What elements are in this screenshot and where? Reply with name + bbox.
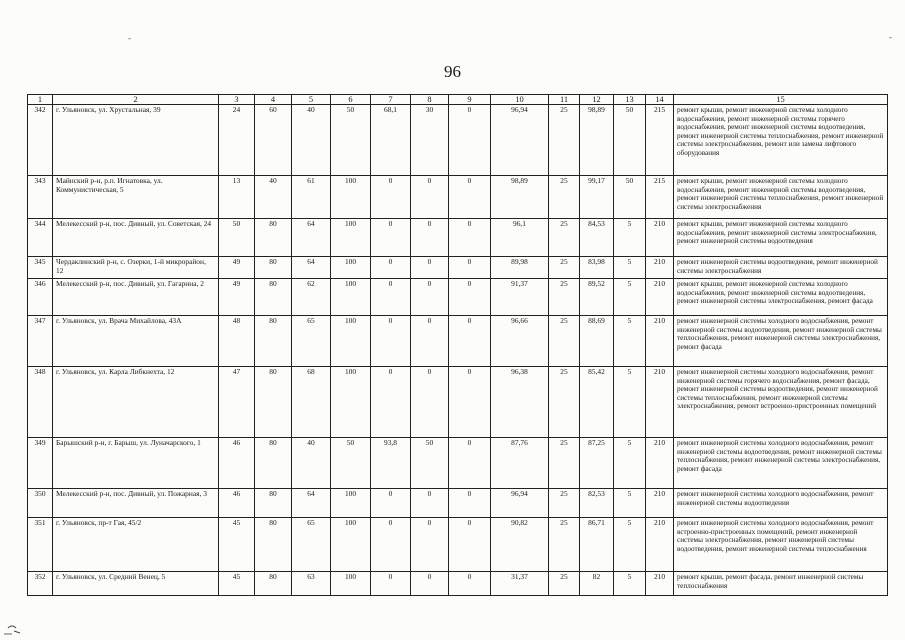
scan-mark: - xyxy=(128,33,131,43)
value-cell: 5 xyxy=(614,279,646,316)
value-cell: 25 xyxy=(549,518,580,572)
value-cell: 210 xyxy=(646,257,674,279)
value-cell: 215 xyxy=(646,105,674,176)
row-number-cell: 342 xyxy=(28,105,53,176)
value-cell: 50 xyxy=(614,176,646,219)
value-cell: 0 xyxy=(449,176,491,219)
value-cell: 93,8 xyxy=(371,438,411,489)
column-header: 3 xyxy=(219,95,255,105)
table-row xyxy=(28,489,888,518)
row-number-cell: 352 xyxy=(28,572,53,596)
value-cell: 82,53 xyxy=(580,489,614,518)
value-cell: 5 xyxy=(614,257,646,279)
value-cell: 0 xyxy=(371,257,411,279)
column-header: 14 xyxy=(646,95,674,105)
column-header: 10 xyxy=(491,95,549,105)
value-cell: 25 xyxy=(549,438,580,489)
value-cell: 5 xyxy=(614,316,646,367)
value-cell: 0 xyxy=(411,257,449,279)
value-cell: 82 xyxy=(580,572,614,596)
value-cell: 210 xyxy=(646,316,674,367)
value-cell: 98,89 xyxy=(580,105,614,176)
value-cell: 100 xyxy=(331,367,371,438)
table-row xyxy=(28,367,888,438)
value-cell: 13 xyxy=(219,176,255,219)
column-header: 6 xyxy=(331,95,371,105)
column-header: 5 xyxy=(292,95,331,105)
value-cell: 0 xyxy=(411,279,449,316)
value-cell: 210 xyxy=(646,572,674,596)
value-cell: 49 xyxy=(219,257,255,279)
value-cell: 80 xyxy=(255,279,292,316)
value-cell: 90,82 xyxy=(491,518,549,572)
address-cell: г. Ульяновск, ул. Хрустальная, 39 xyxy=(53,105,219,176)
value-cell: 96,1 xyxy=(491,219,549,257)
value-cell: 61 xyxy=(292,176,331,219)
value-cell: 25 xyxy=(549,105,580,176)
value-cell: 89,52 xyxy=(580,279,614,316)
value-cell: 0 xyxy=(371,518,411,572)
table-row xyxy=(28,219,888,257)
row-number-cell: 344 xyxy=(28,219,53,257)
repair-works-cell: ремонт инженерной системы холодного водоснабжения, ремонт инженерной системы горячего водоснабжения, ремонт фасада, ремонт инженерной системы водоотведения, ремонт инженерной системы теплоснабжения, ремонт инженерной системы электроснабжения, ремонт встроенно-пристроенных помещений xyxy=(674,367,888,438)
repair-works-cell: ремонт инженерной системы холодного водоснабжения, ремонт встроенно-пристроенных помещений, ремонт инженерной системы электроснабжения, ремонт инженерной системы водоотведения, ремонт инженерной системы теплоснабжения xyxy=(674,518,888,572)
value-cell: 0 xyxy=(449,518,491,572)
value-cell: 91,37 xyxy=(491,279,549,316)
value-cell: 46 xyxy=(219,489,255,518)
value-cell: 0 xyxy=(449,219,491,257)
value-cell: 25 xyxy=(549,316,580,367)
value-cell: 50 xyxy=(411,438,449,489)
value-cell: 45 xyxy=(219,572,255,596)
table-row xyxy=(28,518,888,572)
column-header: 15 xyxy=(674,95,888,105)
repair-works-cell: ремонт крыши, ремонт инженерной системы холодного водоснабжения, ремонт инженерной системы электроснабжения, ремонт инженерной системы водоотведения xyxy=(674,219,888,257)
table-row xyxy=(28,316,888,367)
repair-works-cell: ремонт крыши, ремонт инженерной системы холодного водоснабжения, ремонт инженерной системы горячего водоснабжения, ремонт инженерной системы водоотведения, ремонт инженерной системы теплоснабжения, ремонт инженерной системы электроснабжения, ремонт или замена лифтового оборудования xyxy=(674,105,888,176)
repair-works-cell: ремонт инженерной системы холодного водоснабжения, ремонт инженерной системы водоотведения, ремонт инженерной системы теплоснабжения, ремонт инженерной системы электроснабжения, ремонт фасада xyxy=(674,438,888,489)
repair-program-table xyxy=(27,94,888,596)
value-cell: 65 xyxy=(292,316,331,367)
value-cell: 50 xyxy=(331,438,371,489)
value-cell: 99,17 xyxy=(580,176,614,219)
value-cell: 68 xyxy=(292,367,331,438)
value-cell: 100 xyxy=(331,316,371,367)
value-cell: 100 xyxy=(331,176,371,219)
value-cell: 50 xyxy=(331,105,371,176)
value-cell: 0 xyxy=(411,518,449,572)
value-cell: 49 xyxy=(219,279,255,316)
value-cell: 89,98 xyxy=(491,257,549,279)
value-cell: 80 xyxy=(255,219,292,257)
value-cell: 80 xyxy=(255,489,292,518)
value-cell: 0 xyxy=(411,176,449,219)
value-cell: 96,38 xyxy=(491,367,549,438)
column-number-header-row xyxy=(28,95,888,105)
column-header: 1 xyxy=(28,95,53,105)
value-cell: 25 xyxy=(549,489,580,518)
row-number-cell: 350 xyxy=(28,489,53,518)
value-cell: 64 xyxy=(292,257,331,279)
value-cell: 25 xyxy=(549,279,580,316)
column-header: 4 xyxy=(255,95,292,105)
value-cell: 25 xyxy=(549,176,580,219)
value-cell: 0 xyxy=(449,367,491,438)
value-cell: 0 xyxy=(371,572,411,596)
repair-program-table-wrapper xyxy=(27,94,887,596)
value-cell: 83,98 xyxy=(580,257,614,279)
scan-mark: - xyxy=(889,32,892,42)
repair-works-cell: ремонт крыши, ремонт инженерной системы холодного водоснабжения, ремонт инженерной системы водоотведения, ремонт инженерной системы теплоснабжения, ремонт инженерной системы электроснабжения xyxy=(674,176,888,219)
value-cell: 5 xyxy=(614,438,646,489)
value-cell: 210 xyxy=(646,489,674,518)
value-cell: 45 xyxy=(219,518,255,572)
page-number: 96 xyxy=(444,62,461,81)
value-cell: 5 xyxy=(614,219,646,257)
value-cell: 40 xyxy=(292,438,331,489)
address-cell: Майнский р-н, р.п. Игнатовка, ул. Коммунистическая, 5 xyxy=(53,176,219,219)
value-cell: 100 xyxy=(331,257,371,279)
value-cell: 0 xyxy=(449,572,491,596)
value-cell: 96,94 xyxy=(491,105,549,176)
value-cell: 80 xyxy=(255,367,292,438)
row-number-cell: 343 xyxy=(28,176,53,219)
value-cell: 0 xyxy=(411,219,449,257)
value-cell: 210 xyxy=(646,438,674,489)
repair-works-cell: ремонт крыши, ремонт инженерной системы холодного водоснабжения, ремонт инженерной системы водоотведения, ремонт инженерной системы электроснабжения, ремонт фасада xyxy=(674,279,888,316)
value-cell: 210 xyxy=(646,279,674,316)
address-cell: Барышский р-н, г. Барыш, ул. Луначарского, 1 xyxy=(53,438,219,489)
value-cell: 5 xyxy=(614,489,646,518)
value-cell: 24 xyxy=(219,105,255,176)
value-cell: 0 xyxy=(449,316,491,367)
value-cell: 80 xyxy=(255,316,292,367)
value-cell: 25 xyxy=(549,572,580,596)
value-cell: 0 xyxy=(449,105,491,176)
table-row xyxy=(28,176,888,219)
value-cell: 0 xyxy=(449,257,491,279)
value-cell: 100 xyxy=(331,489,371,518)
value-cell: 64 xyxy=(292,489,331,518)
value-cell: 210 xyxy=(646,219,674,257)
value-cell: 50 xyxy=(614,105,646,176)
row-number-cell: 346 xyxy=(28,279,53,316)
value-cell: 0 xyxy=(411,367,449,438)
column-header: 12 xyxy=(580,95,614,105)
value-cell: 80 xyxy=(255,438,292,489)
value-cell: 63 xyxy=(292,572,331,596)
address-cell: Чердаклинский р-н, с. Озерки, 1-й микрорайон, 12 xyxy=(53,257,219,279)
value-cell: 100 xyxy=(331,219,371,257)
value-cell: 0 xyxy=(449,279,491,316)
value-cell: 25 xyxy=(549,367,580,438)
column-header: 7 xyxy=(371,95,411,105)
column-header: 2 xyxy=(53,95,219,105)
row-number-cell: 349 xyxy=(28,438,53,489)
value-cell: 65 xyxy=(292,518,331,572)
column-header: 11 xyxy=(549,95,580,105)
value-cell: 0 xyxy=(411,572,449,596)
value-cell: 0 xyxy=(449,489,491,518)
value-cell: 86,71 xyxy=(580,518,614,572)
value-cell: 30 xyxy=(411,105,449,176)
value-cell: 210 xyxy=(646,518,674,572)
value-cell: 64 xyxy=(292,219,331,257)
value-cell: 84,53 xyxy=(580,219,614,257)
value-cell: 50 xyxy=(219,219,255,257)
column-header: 8 xyxy=(411,95,449,105)
table-row xyxy=(28,279,888,316)
table-row xyxy=(28,438,888,489)
value-cell: 0 xyxy=(411,489,449,518)
value-cell: 100 xyxy=(331,518,371,572)
value-cell: 80 xyxy=(255,572,292,596)
table-row xyxy=(28,105,888,176)
row-number-cell: 345 xyxy=(28,257,53,279)
address-cell: г. Ульяновск, ул. Средний Венец, 5 xyxy=(53,572,219,596)
value-cell: 46 xyxy=(219,438,255,489)
table-row xyxy=(28,257,888,279)
value-cell: 0 xyxy=(371,176,411,219)
value-cell: 0 xyxy=(371,219,411,257)
value-cell: 0 xyxy=(371,279,411,316)
address-cell: Мелекесский р-н, пос. Дивный, ул. Гагарина, 2 xyxy=(53,279,219,316)
value-cell: 210 xyxy=(646,367,674,438)
column-header: 9 xyxy=(449,95,491,105)
row-number-cell: 348 xyxy=(28,367,53,438)
value-cell: 5 xyxy=(614,367,646,438)
value-cell: 0 xyxy=(371,316,411,367)
address-cell: г. Ульяновск, ул. Карла Либкнехта, 12 xyxy=(53,367,219,438)
address-cell: г. Ульяновск, пр-т Гая, 45/2 xyxy=(53,518,219,572)
scan-noise xyxy=(0,622,905,636)
value-cell: 96,66 xyxy=(491,316,549,367)
repair-works-cell: ремонт крыши, ремонт фасада, ремонт инженерной системы теплоснабжения xyxy=(674,572,888,596)
value-cell: 96,94 xyxy=(491,489,549,518)
value-cell: 0 xyxy=(371,489,411,518)
value-cell: 88,69 xyxy=(580,316,614,367)
value-cell: 62 xyxy=(292,279,331,316)
row-number-cell: 351 xyxy=(28,518,53,572)
value-cell: 5 xyxy=(614,572,646,596)
value-cell: 80 xyxy=(255,518,292,572)
value-cell: 100 xyxy=(331,279,371,316)
table-row xyxy=(28,572,888,596)
value-cell: 85,42 xyxy=(580,367,614,438)
value-cell: 25 xyxy=(549,219,580,257)
value-cell: 100 xyxy=(331,572,371,596)
value-cell: 68,1 xyxy=(371,105,411,176)
value-cell: 5 xyxy=(614,518,646,572)
value-cell: 98,89 xyxy=(491,176,549,219)
column-header: 13 xyxy=(614,95,646,105)
value-cell: 87,76 xyxy=(491,438,549,489)
value-cell: 0 xyxy=(449,438,491,489)
value-cell: 0 xyxy=(411,316,449,367)
address-cell: г. Ульяновск, ул. Врача Михайлова, 43А xyxy=(53,316,219,367)
value-cell: 31,37 xyxy=(491,572,549,596)
address-cell: Мелекесский р-н, пос. Дивный, ул. Советская, 24 xyxy=(53,219,219,257)
repair-works-cell: ремонт инженерной системы холодного водоснабжения, ремонт инженерной системы водоотведения xyxy=(674,489,888,518)
value-cell: 87,25 xyxy=(580,438,614,489)
value-cell: 0 xyxy=(371,367,411,438)
value-cell: 60 xyxy=(255,105,292,176)
value-cell: 40 xyxy=(255,176,292,219)
value-cell: 40 xyxy=(292,105,331,176)
value-cell: 25 xyxy=(549,257,580,279)
repair-works-cell: ремонт инженерной системы водоотведения, ремонт инженерной системы электроснабжения xyxy=(674,257,888,279)
value-cell: 48 xyxy=(219,316,255,367)
address-cell: Мелекесский р-н, пос. Дивный, ул. Пожарная, 3 xyxy=(53,489,219,518)
value-cell: 47 xyxy=(219,367,255,438)
row-number-cell: 347 xyxy=(28,316,53,367)
repair-works-cell: ремонт инженерной системы холодного водоснабжения, ремонт инженерной системы водоотведения, ремонт инженерной системы теплоснабжения, ремонт инженерной системы электроснабжения, ремонт фасада xyxy=(674,316,888,367)
value-cell: 80 xyxy=(255,257,292,279)
value-cell: 215 xyxy=(646,176,674,219)
